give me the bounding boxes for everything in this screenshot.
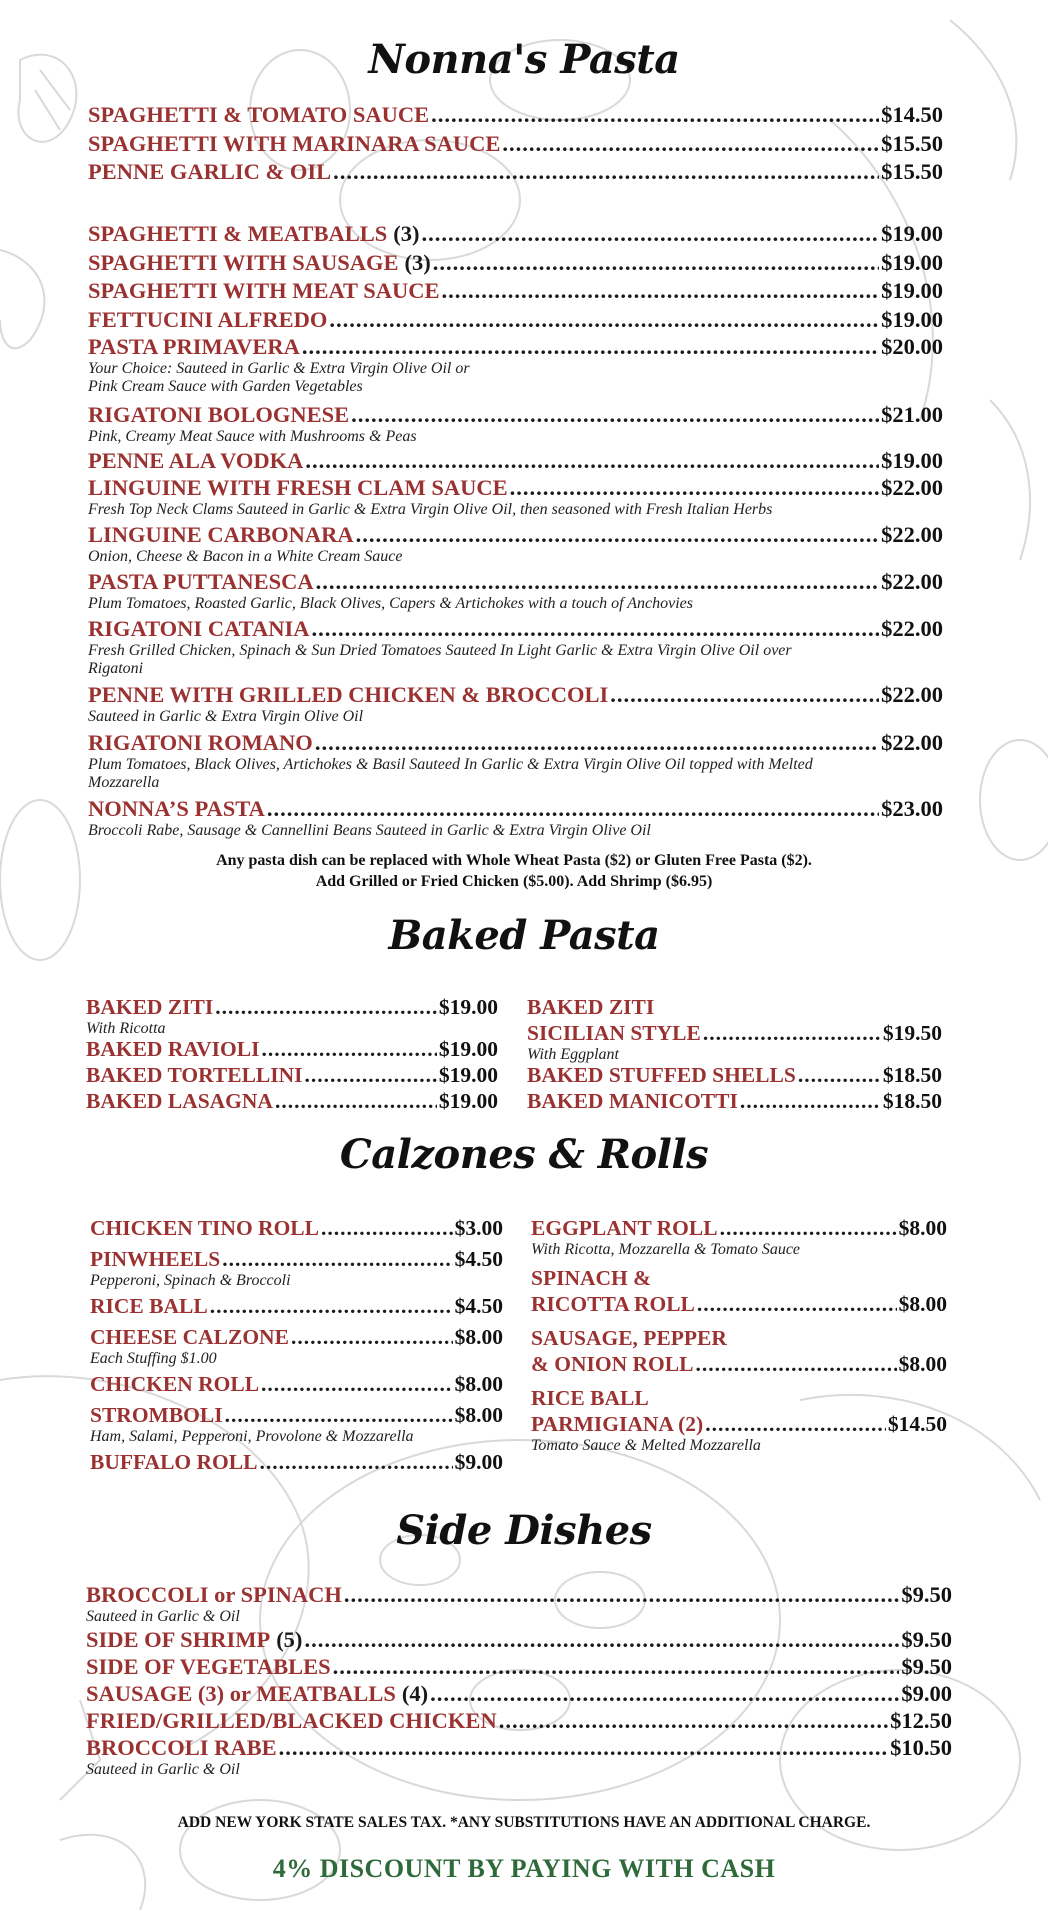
menu-item [88, 130, 943, 157]
item-price: $18.50 [882, 1063, 942, 1087]
item-name: PARMIGIANA (2) [531, 1412, 704, 1436]
item-price: $23.00 [881, 796, 943, 821]
note-line: Add Grilled or Fried Chicken ($5.00). Add Shrimp ($6.95) [315, 873, 713, 890]
item-name: SIDE OF VEGETABLES [86, 1654, 331, 1679]
item-price: $8.00 [898, 1292, 947, 1316]
item-name: SAUSAGE (3) or MEATBALLS [86, 1681, 396, 1706]
item-price: $20.00 [881, 334, 943, 359]
dot-leader [499, 1707, 888, 1734]
item-description: Plum Tomatoes, Black Olives, Artichokes & Basil Sauteed In Garlic & Extra Virgin Olive Oil topped with Melted Mozzarella [88, 756, 813, 791]
item-price: $22.00 [881, 682, 943, 707]
item-description: Sauteed in Garlic & Oil [86, 1608, 240, 1625]
item-price: $8.00 [454, 1403, 503, 1427]
item-price: $9.00 [454, 1450, 503, 1474]
item-description: Ham, Salami, Pepperoni, Provolone & Mozzarella [90, 1428, 414, 1445]
dot-leader [433, 249, 879, 276]
item-name: PENNE WITH GRILLED CHICKEN & BROCCOLI [88, 682, 609, 707]
item-name: PENNE ALA VODKA [88, 448, 304, 473]
item-price: $14.50 [881, 102, 943, 127]
dot-leader [315, 729, 879, 756]
item-price: $8.00 [898, 1216, 947, 1240]
item-name: LINGUINE WITH FRESH CLAM SAUCE [88, 475, 508, 500]
item-description: Broccoli Rabe, Sausage & Cannellini Beans Sauteed in Garlic & Extra Virgin Olive Oil [88, 822, 651, 839]
menu-item [88, 306, 943, 333]
dot-leader [344, 1581, 900, 1608]
item-price: $18.50 [882, 1089, 942, 1113]
item-qty: (5) [276, 1627, 303, 1652]
dot-leader [442, 277, 880, 304]
item-price: $19.00 [438, 995, 498, 1019]
dot-leader [421, 220, 879, 247]
menu-item [88, 401, 943, 446]
item-price: $8.00 [454, 1372, 503, 1396]
item-name: SPAGHETTI & TOMATO SAUCE [88, 102, 430, 127]
item-price: $21.00 [881, 402, 943, 427]
item-price: $19.50 [882, 1021, 942, 1045]
item-price: $8.00 [898, 1352, 947, 1376]
item-name: SPAGHETTI WITH SAUSAGE [88, 250, 399, 275]
dot-leader [210, 1293, 453, 1319]
item-name: RIGATONI BOLOGNESE [88, 402, 350, 427]
item-name: NONNA’S PASTA [88, 796, 265, 821]
menu-item [88, 568, 943, 613]
dot-leader [431, 101, 879, 128]
dot-leader [740, 1088, 881, 1114]
item-name: EGGPLANT ROLL [531, 1216, 718, 1240]
dot-leader [261, 1371, 453, 1397]
dot-leader [333, 158, 879, 185]
item-name: BAKED MANICOTTI [527, 1089, 738, 1113]
item-name: CHEESE CALZONE [90, 1325, 289, 1349]
dot-leader [302, 333, 879, 360]
item-name: BAKED RAVIOLI [86, 1037, 260, 1061]
item-name: PENNE GARLIC & OIL [88, 159, 332, 184]
menu-item [88, 249, 943, 276]
item-price: $8.00 [454, 1325, 503, 1349]
dot-leader [305, 447, 879, 474]
item-name: BAKED LASAGNA [86, 1089, 273, 1113]
item-name-prefix: SAUSAGE, PEPPER [531, 1326, 727, 1350]
item-name: RICOTTA ROLL [531, 1292, 695, 1316]
item-price: $15.50 [881, 131, 943, 156]
item-price: $19.00 [881, 307, 943, 332]
dot-leader [510, 474, 879, 501]
menu-item [88, 333, 943, 396]
baked-right-column [527, 994, 942, 1114]
item-qty: (3) [404, 250, 431, 275]
item-name: FETTUCINI ALFREDO [88, 307, 328, 332]
item-name-prefix: SPINACH & [531, 1266, 652, 1290]
dot-leader [333, 1653, 900, 1680]
dot-leader [291, 1324, 453, 1350]
menu-item [88, 795, 943, 840]
dot-leader [502, 130, 879, 157]
dot-leader [703, 1020, 881, 1046]
dot-leader [215, 994, 437, 1020]
item-description: With Eggplant [527, 1046, 619, 1063]
menu-item [88, 474, 943, 519]
item-name: SPAGHETTI WITH MEAT SAUCE [88, 278, 440, 303]
dot-leader [356, 521, 879, 548]
item-description: Your Choice: Sauteed in Garlic & Extra Virgin Olive Oil or Pink Cream Sauce with Garden Vegetables [88, 360, 470, 395]
item-name: RIGATONI CATANIA [88, 616, 310, 641]
item-price: $14.50 [887, 1412, 947, 1436]
dot-leader [261, 1036, 436, 1062]
menu-item [88, 101, 943, 128]
item-price: $9.50 [901, 1627, 952, 1652]
item-description: Pepperoni, Spinach & Broccoli [90, 1272, 291, 1289]
sales-tax-note: ADD NEW YORK STATE SALES TAX. *ANY SUBSTITUTIONS HAVE AN ADDITIONAL CHARGE. [177, 1814, 871, 1831]
item-price: $19.00 [438, 1063, 498, 1087]
dot-leader [267, 795, 879, 822]
menu-item [88, 447, 943, 474]
item-price: $19.00 [881, 221, 943, 246]
dot-leader [610, 681, 879, 708]
dot-leader [695, 1351, 896, 1377]
item-price: $12.50 [890, 1708, 952, 1733]
dot-leader [222, 1246, 452, 1272]
dot-leader [697, 1291, 897, 1317]
pasta-substitution-note [0, 850, 1028, 892]
item-description: Fresh Top Neck Clams Sauteed in Garlic & Extra Virgin Olive Oil, then seasoned with Fresh Italian Herbs [88, 501, 773, 518]
dot-leader [225, 1402, 453, 1428]
item-description: With Ricotta [86, 1020, 166, 1037]
dot-leader [304, 1626, 899, 1653]
menu-item [88, 729, 943, 792]
item-name-prefix: RICE BALL [531, 1386, 649, 1410]
item-price: $19.00 [881, 278, 943, 303]
item-description: Sauteed in Garlic & Oil [86, 1761, 240, 1778]
section-title-sides: Side Dishes [396, 1507, 652, 1554]
dot-leader [351, 401, 879, 428]
item-price: $22.00 [881, 730, 943, 755]
menu-item [88, 615, 943, 678]
item-name: STROMBOLI [90, 1403, 223, 1427]
note-line: Any pasta dish can be replaced with Whole Wheat Pasta ($2) or Gluten Free Pasta ($2). [216, 852, 812, 869]
item-description: Plum Tomatoes, Roasted Garlic, Black Olives, Capers & Artichokes with a touch of Anchovies [88, 595, 693, 612]
dot-leader [321, 1215, 453, 1241]
item-price: $10.50 [890, 1735, 952, 1760]
item-name: & ONION ROLL [531, 1352, 694, 1376]
item-description: Tomato Sauce & Melted Mozzarella [531, 1437, 761, 1454]
item-price: $3.00 [454, 1216, 503, 1240]
dot-leader [329, 306, 879, 333]
item-name: SICILIAN STYLE [527, 1021, 701, 1045]
item-name: SIDE OF SHRIMP [86, 1627, 271, 1652]
item-name: FRIED/GRILLED/BLACKED CHICKEN [86, 1708, 497, 1733]
dot-leader [798, 1062, 881, 1088]
item-price: $22.00 [881, 522, 943, 547]
item-price: $22.00 [881, 616, 943, 641]
item-price: $22.00 [881, 475, 943, 500]
item-qty: (3) [393, 221, 420, 246]
item-name: RIGATONI ROMANO [88, 730, 313, 755]
menu-item [88, 521, 943, 566]
cash-discount-note: 4% DISCOUNT BY PAYING WITH CASH [272, 1854, 776, 1883]
sides-list [86, 1581, 952, 1779]
section-title-calzones: Calzones & Rolls [339, 1131, 709, 1178]
item-price: $19.00 [438, 1089, 498, 1113]
section-title-pasta: Nonna's Pasta [368, 36, 680, 83]
item-description: Fresh Grilled Chicken, Spinach & Sun Dried Tomatoes Sauteed In Light Garlic & Extra Virgin Olive Oil over Rigatoni [88, 642, 792, 677]
item-description: With Ricotta, Mozzarella & Tomato Sauce [531, 1241, 801, 1258]
item-price: $22.00 [881, 569, 943, 594]
item-name: LINGUINE CARBONARA [88, 522, 354, 547]
dot-leader [305, 1062, 437, 1088]
item-name: SPAGHETTI & MEATBALLS [88, 221, 388, 246]
dot-leader [316, 568, 879, 595]
dot-leader [720, 1215, 897, 1241]
item-qty: (4) [401, 1681, 429, 1706]
dot-leader [311, 615, 879, 642]
item-price: $19.00 [438, 1037, 498, 1061]
item-name: PINWHEELS [90, 1247, 221, 1271]
dot-leader [259, 1449, 452, 1475]
item-price: $9.00 [901, 1681, 952, 1706]
item-description: Onion, Cheese & Bacon in a White Cream Sauce [88, 548, 403, 565]
item-name: CHICKEN ROLL [90, 1372, 260, 1396]
item-name: PASTA PRIMAVERA [88, 334, 300, 359]
dot-leader [275, 1088, 437, 1114]
dot-leader [430, 1680, 899, 1707]
item-name: BAKED ZITI [86, 995, 214, 1019]
menu-item [88, 220, 943, 247]
item-name: RICE BALL [90, 1294, 208, 1318]
item-name: PASTA PUTTANESCA [88, 569, 314, 594]
item-name: BAKED TORTELLINI [86, 1063, 303, 1087]
item-price: $15.50 [881, 159, 943, 184]
item-description: Pink, Creamy Meat Sauce with Mushrooms & Peas [88, 428, 417, 445]
menu-item [88, 158, 943, 185]
calzones-left-column [90, 1215, 503, 1475]
item-price: $19.00 [881, 250, 943, 275]
item-description: Sauteed in Garlic & Extra Virgin Olive Oil [88, 708, 364, 725]
item-price: $4.50 [454, 1247, 503, 1271]
dot-leader [279, 1734, 888, 1761]
section-title-baked: Baked Pasta [388, 912, 660, 959]
item-name: SPAGHETTI WITH MARINARA SAUCE [88, 131, 501, 156]
menu-item [88, 277, 943, 304]
calzones-right-column [531, 1215, 947, 1455]
item-name-prefix: BAKED ZITI [527, 995, 655, 1019]
item-name: BUFFALO ROLL [90, 1450, 258, 1474]
item-price: $9.50 [901, 1582, 952, 1607]
item-name: BROCCOLI RABE [86, 1735, 277, 1760]
item-price: $19.00 [881, 448, 943, 473]
item-price: $4.50 [454, 1294, 503, 1318]
dot-leader [705, 1411, 886, 1437]
item-price: $9.50 [901, 1654, 952, 1679]
menu-item [88, 681, 943, 726]
item-description: Each Stuffing $1.00 [90, 1350, 217, 1367]
baked-left-column [86, 994, 498, 1114]
item-name: CHICKEN TINO ROLL [90, 1216, 319, 1240]
item-name: BAKED STUFFED SHELLS [527, 1063, 796, 1087]
item-name: BROCCOLI or SPINACH [86, 1582, 342, 1607]
